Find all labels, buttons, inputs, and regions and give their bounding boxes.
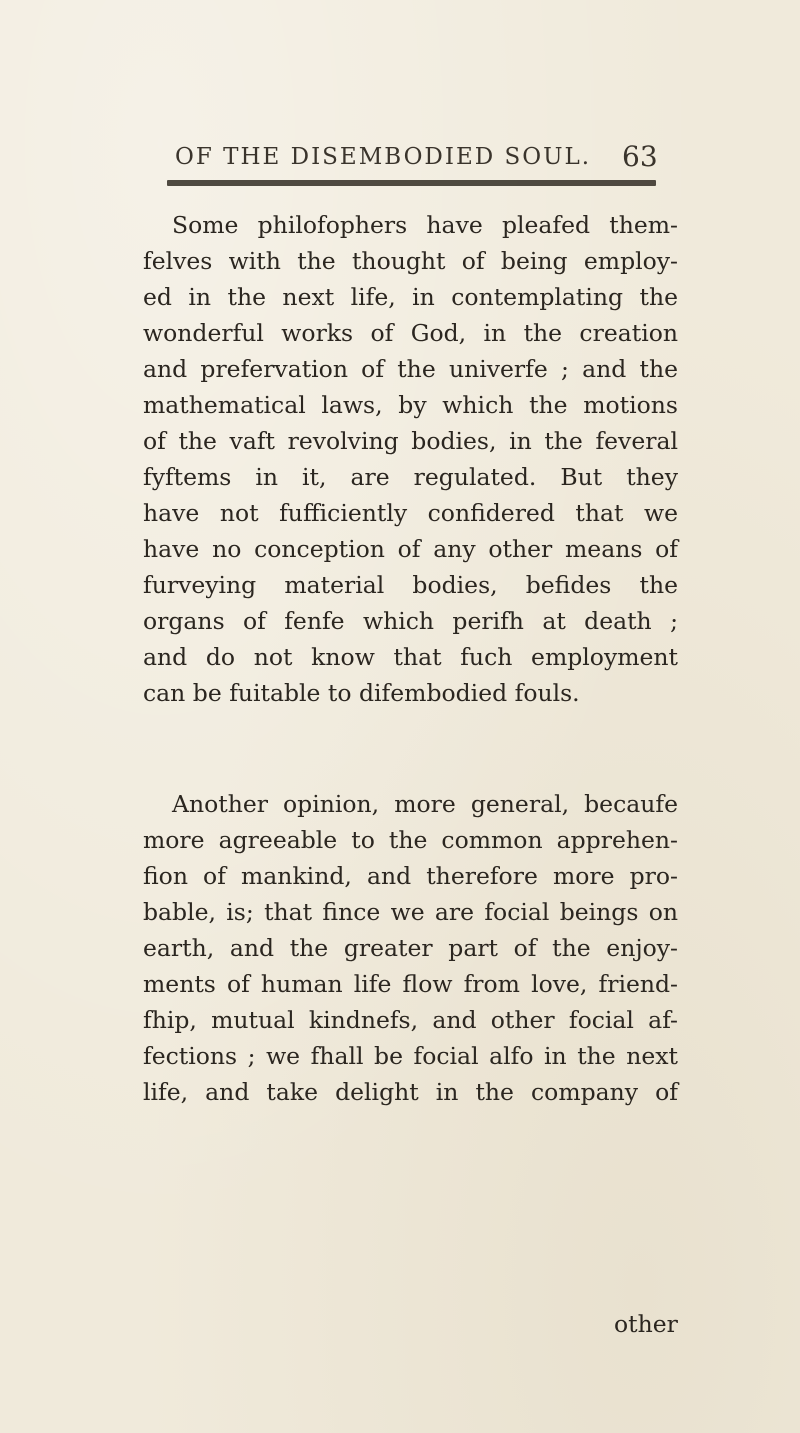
paragraph-2 [143, 786, 678, 1110]
text-line: mathematical laws, by which the motions [143, 391, 678, 419]
text-line: more agreeable to the common apprehen- [143, 826, 678, 854]
text-line: wonderful works of God, in the creation [143, 319, 678, 347]
text-line: life, and take delight in the company of [143, 1078, 678, 1106]
text-line: fections ; we fhall be focial alfo in the next [143, 1042, 678, 1070]
paragraph-1 [143, 207, 678, 711]
header-rule [167, 180, 656, 186]
text-line: can be fuitable to difembodied fouls. [143, 679, 580, 707]
text-line: earth, and the greater part of the enjoy- [143, 934, 678, 962]
running-title: OF THE DISEMBODIED SOUL. [175, 144, 592, 170]
text-line: Another opinion, more general, becaufe [172, 790, 678, 818]
text-line: ed in the next life, in contemplating the [143, 283, 678, 311]
text-line: furveying material bodies, befides the [143, 571, 678, 599]
text-line: fyftems in it, are regulated. But they [143, 463, 678, 491]
text-line: fion of mankind, and therefore more pro- [143, 862, 678, 890]
text-line: and do not know that fuch employment [143, 643, 678, 671]
text-line: felves with the thought of being employ- [143, 247, 678, 275]
text-line: fhip, mutual kindnefs, and other focial af- [143, 1006, 678, 1034]
text-line: bable, is; that fince we are focial beings on [143, 898, 678, 926]
text-line: have not fufficiently confidered that we [143, 499, 678, 527]
page-number: 63 [622, 140, 658, 173]
catchword: other [614, 1310, 678, 1338]
text-line: organs of fenfe which perifh at death ; [143, 607, 678, 635]
text-line: of the vaft revolving bodies, in the feveral [143, 427, 678, 455]
text-line: and prefervation of the univerfe ; and the [143, 355, 678, 383]
text-line: have no conception of any other means of [143, 535, 678, 563]
text-line: ments of human life flow from love, friend- [143, 970, 678, 998]
text-line: Some philofophers have pleafed them- [172, 211, 678, 239]
